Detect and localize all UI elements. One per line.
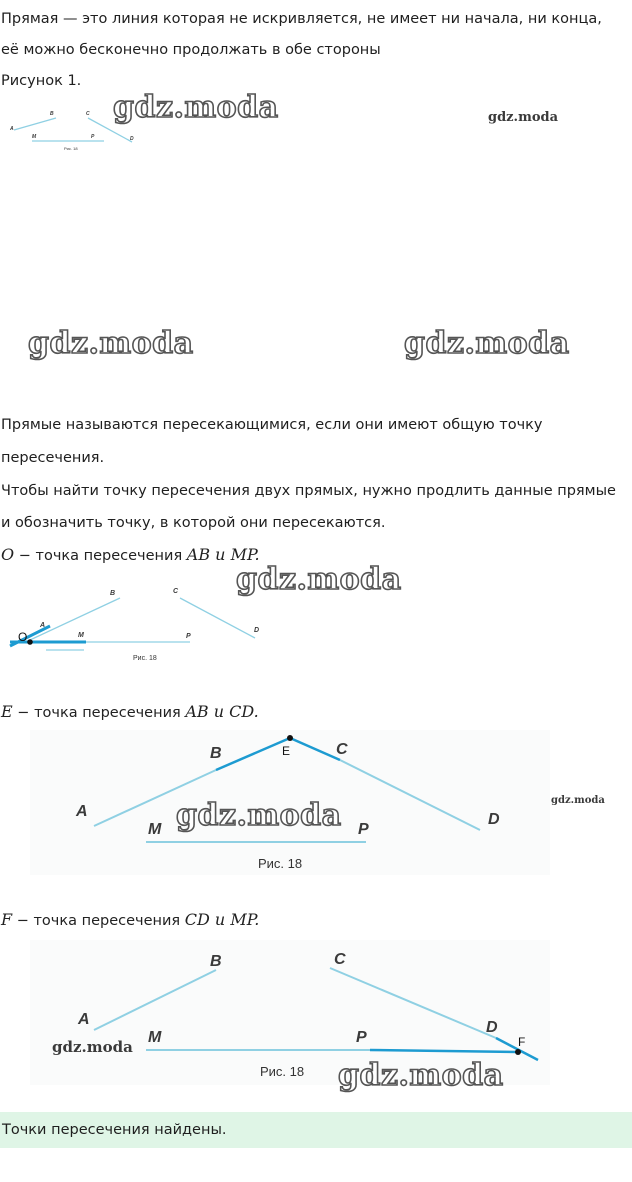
answer-box xyxy=(0,1112,632,1148)
label-p: P xyxy=(356,1029,367,1046)
label-a: A xyxy=(40,622,46,629)
label-p: P xyxy=(91,134,95,140)
label-c: C xyxy=(334,951,346,968)
watermark: gdz.moda xyxy=(28,326,194,361)
intro-line-1: Прямая — это линия которая не искривляется, не имеет ни начала, ни конца, xyxy=(1,11,602,27)
label-p: P xyxy=(358,821,369,838)
label-e: E xyxy=(282,744,291,758)
label-m: M xyxy=(148,1029,162,1046)
watermark: gdz.moda xyxy=(488,110,559,125)
statement-f: F − точка пересечения CD и MP. xyxy=(1,910,260,929)
label-c: C xyxy=(336,741,348,758)
label-m: M xyxy=(32,134,37,140)
label-a: A xyxy=(76,803,88,820)
label-o: O xyxy=(18,630,28,644)
line-cd xyxy=(180,598,255,638)
watermark: gdz.moda xyxy=(551,795,605,806)
label-d: D xyxy=(488,811,500,828)
label-d: D xyxy=(130,136,134,142)
label-d: D xyxy=(254,627,260,634)
watermark: gdz.moda xyxy=(113,90,279,125)
figure-caption: Рис. 18 xyxy=(64,146,78,151)
line-ab xyxy=(30,598,120,640)
intro-line-2: её можно бесконечно продолжать в обе стороны xyxy=(1,42,381,58)
label-b: B xyxy=(50,111,54,117)
definition-line-4: и обозначить точку, в которой они пересекаются. xyxy=(1,515,386,531)
label-b: B xyxy=(210,953,222,970)
label-f: F xyxy=(518,1035,526,1049)
label-a: A xyxy=(10,126,14,132)
watermark: gdz.moda xyxy=(176,798,342,833)
definition-line-2: пересечения. xyxy=(1,450,105,466)
point-e xyxy=(287,735,293,741)
watermark: gdz.moda xyxy=(404,326,570,361)
point-o xyxy=(27,639,33,645)
figure-caption: Рис. 18 xyxy=(133,655,157,662)
definition-line-1: Прямые называются пересекающимися, если они имеют общую точку xyxy=(1,417,543,433)
label-d: D xyxy=(486,1019,498,1036)
watermark: gdz.moda xyxy=(338,1058,504,1093)
statement-e: E − точка пересечения AB и CD. xyxy=(1,702,259,721)
line-ab xyxy=(14,118,56,130)
label-m: M xyxy=(78,632,84,639)
label-b: B xyxy=(110,590,116,597)
label-b: B xyxy=(210,745,222,762)
label-c: C xyxy=(173,588,179,595)
label-c: C xyxy=(86,111,90,117)
figure-o xyxy=(0,576,290,666)
statement-o: O − точка пересечения AB и MP. xyxy=(1,545,260,564)
label-m: M xyxy=(148,821,162,838)
answer-text: Точки пересечения найдены. xyxy=(2,1122,227,1138)
label-p: P xyxy=(186,633,191,640)
figure-1-label: Рисунок 1. xyxy=(1,73,82,89)
figure-caption: Рис. 18 xyxy=(258,856,303,871)
definition-line-3: Чтобы найти точку пересечения двух прямых, нужно продлить данные прямые xyxy=(1,483,616,499)
figure-caption: Рис. 18 xyxy=(260,1064,305,1079)
watermark: gdz.moda xyxy=(52,1038,133,1056)
watermark: gdz.moda xyxy=(236,562,402,597)
point-f xyxy=(515,1049,521,1055)
label-a: A xyxy=(78,1011,90,1028)
